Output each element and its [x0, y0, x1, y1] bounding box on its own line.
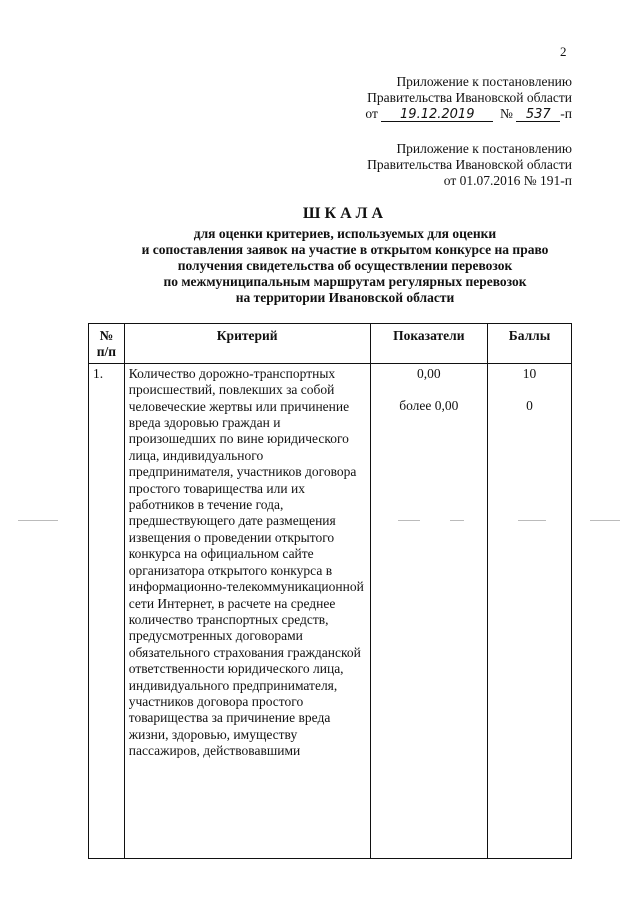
header-criterion: Критерий [124, 324, 370, 364]
number-label: № [500, 106, 513, 121]
original-header-line1: Приложение к постановлению [396, 141, 572, 156]
number-suffix: -п [560, 106, 572, 121]
header-indicators: Показатели [370, 324, 488, 364]
score-value: 10 [522, 365, 537, 381]
title-line-3: получения свидетельства об осуществлении перевозок [177, 258, 513, 273]
header-scores: Баллы [488, 324, 572, 364]
approval-header-line1: Приложение к постановлению [396, 74, 572, 89]
scan-artifact [398, 520, 420, 521]
handwritten-date: 19.12.2019 [381, 108, 493, 122]
scan-artifact [590, 520, 620, 521]
row-num: 1. [89, 363, 125, 858]
original-header-line2: Правительства Ивановской области [367, 157, 572, 172]
header-num-line1: № [99, 328, 114, 343]
table-header-row [89, 324, 572, 364]
title-main: ШКАЛА [302, 205, 388, 222]
scan-artifact [450, 520, 464, 521]
indicator-value: 0,00 [416, 365, 441, 381]
document-title [100, 206, 590, 306]
table-row [89, 363, 572, 858]
indicator-value: более 0,00 [399, 398, 459, 414]
handwritten-number: 537 [516, 108, 560, 122]
approval-header-line2: Правительства Ивановской области [367, 90, 572, 105]
original-header-line3: от 01.07.2016 № 191-п [443, 173, 572, 188]
scan-artifact [518, 520, 546, 521]
title-line-2: и сопоставления заявок на участие в открытом конкурсе на право [141, 242, 549, 257]
approval-header [365, 74, 572, 122]
page-number: 2 [560, 44, 567, 59]
title-line-4: по межмуниципальным маршрутам регулярных перевозок [163, 274, 527, 289]
title-line-1: для оценки критериев, используемых для оценки [193, 226, 497, 241]
original-header [367, 141, 572, 189]
row-criterion: Количество дорожно-транспортных происшествий, повлекших за собой человеческие жертвы или причинение вреда здоровью граждан и произошедших по вине юридического лица, индивидуального предпринимателя, участников договора простого товарищества или их работников в течение года, предшествующего дате размещения извещения о проведении открытого конкурса на официальном сайте организатора открытого конкурса в информационно-телекоммуникационной сети Интернет, в расчете на среднее количество транспортных средств, предусмотренных договорами обязательного страхования гражданской ответственности юридического лица, индивидуального предпринимателя, участников договора простого товарищества за причинение вреда жизни, здоровью, имуществу пассажиров, действовавшими [124, 363, 370, 858]
row-scores [488, 363, 572, 858]
approval-header-date-line [365, 106, 572, 122]
score-value: 0 [526, 398, 533, 414]
from-label: от [365, 106, 378, 121]
row-indicators [370, 363, 488, 858]
criteria-table [88, 323, 572, 859]
scan-artifact [18, 520, 58, 521]
header-num-line2: п/п [96, 344, 117, 360]
title-line-5: на территории Ивановской области [235, 290, 455, 305]
header-num [89, 324, 125, 364]
